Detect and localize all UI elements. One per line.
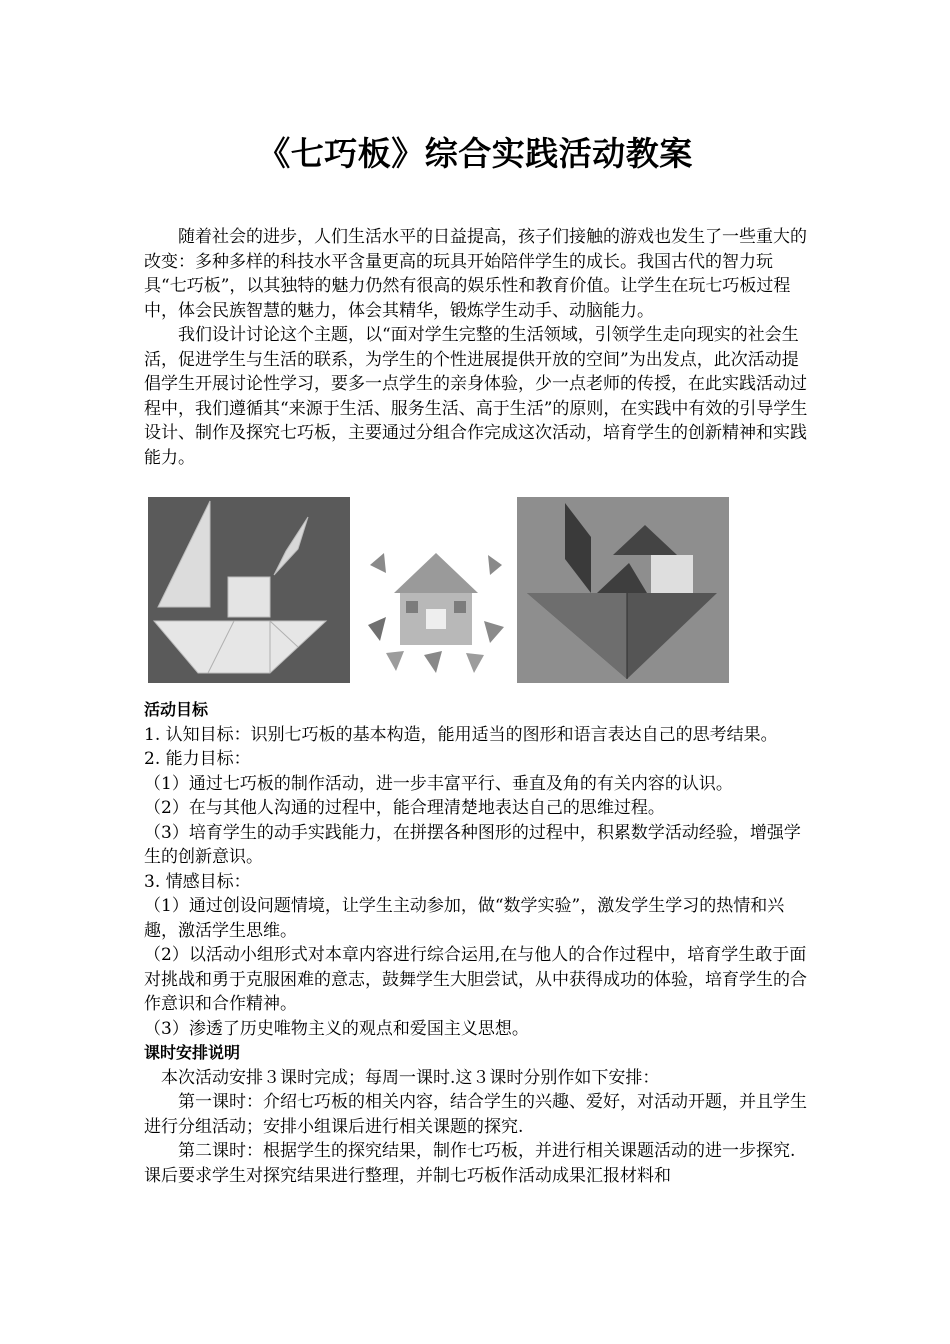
goal-item-3: 3. 情感目标： <box>144 871 251 892</box>
goal-item-1: 1. 认知目标：识别七巧板的基本构造，能用适当的图形和语言表达自己的思考结果。 <box>144 724 778 745</box>
intro-paragraph-2: 我们设计讨论这个主题，以“面对学生完整的生活领域，引领学生走向现实的社会生活，促进学生与生活的联系，为学生的个性进展提供开放的空间”为出发点，此次活动提倡学生开展讨论性学习，要多一点学生的亲身体验，少一点老师的传授，在此实践活动过程中，我们遵循其“来源于生活、服务生活、高于生活”的原则，在实践中有效的引导学生设计、制作及探究七巧板，主要通过分组合作完成这次活动，培育学生的创新精神和实践能力。 <box>144 325 808 468</box>
goal-item-3-3: （3）渗透了历史唯物主义的观点和爱国主义思想。 <box>144 1018 529 1039</box>
schedule-paragraph-1: 本次活动安排３课时完成；每周一课时.这３课时分别作如下安排： <box>161 1067 660 1088</box>
intro-section <box>144 225 812 470</box>
schedule-paragraph-2: 第一课时：介绍七巧板的相关内容，结合学生的兴趣、爱好，对活动开题，并且学生进行分组活动；安排小组课后进行相关课题的探究. <box>144 1092 807 1137</box>
document-title: 《七巧板》综合实践活动教案 <box>257 134 693 173</box>
intro-paragraph-1: 随着社会的进步，人们生活水平的日益提高，孩子们接触的游戏也发生了一些重大的改变：多种多样的科技水平含量更高的玩具开始陪伴学生的成长。我国古代的智力玩具“七巧板”，以其独特的魅力仍然有很高的娱乐性和教育价值。让学生在玩七巧板过程中，体会民族智慧的魅力，体会其精华，锻炼学生动手、动脑能力。 <box>144 227 807 321</box>
tangram-house-mosaic <box>366 545 506 677</box>
goal-item-2: 2. 能力目标： <box>144 749 251 769</box>
schedule-heading: 课时安排说明 <box>144 1043 241 1062</box>
goals-heading: 活动目标 <box>144 700 209 719</box>
tangram-boat-photo <box>148 497 350 683</box>
goal-item-2-3: （3）培育学生的动手实践能力，在拼摆各种图形的过程中，积累数学活动经验，增强学生的创新意识。 <box>144 822 801 867</box>
goal-item-2-2: （2）在与其他人沟通的过程中，能合理清楚地表达自己的思维过程。 <box>144 798 665 818</box>
goals-section <box>144 698 812 1188</box>
goal-item-2-1: （1）通过七巧板的制作活动，进一步丰富平行、垂直及角的有关内容的认识。 <box>144 773 733 794</box>
goal-item-3-2: （2）以活动小组形式对本章内容进行综合运用,在与他人的合作过程中，培育学生敢于面对挑战和勇于克服困难的意志，鼓舞学生大胆尝试，从中获得成功的体验，培育学生的合作意识和合作精神。 <box>144 945 807 1014</box>
schedule-paragraph-3: 第二课时：根据学生的探究结果，制作七巧板，并进行相关课题活动的进一步探究.课后要求学生对探究结果进行整理，并制七巧板作活动成果汇报材料和 <box>144 1141 796 1186</box>
goal-item-3-1: （1）通过创设问题情境，让学生主动参加，做“数学实验”，激发学生学习的热情和兴趣，激活学生思维。 <box>144 896 785 941</box>
tangram-house-photo <box>517 497 729 683</box>
tangram-photos <box>148 497 748 683</box>
